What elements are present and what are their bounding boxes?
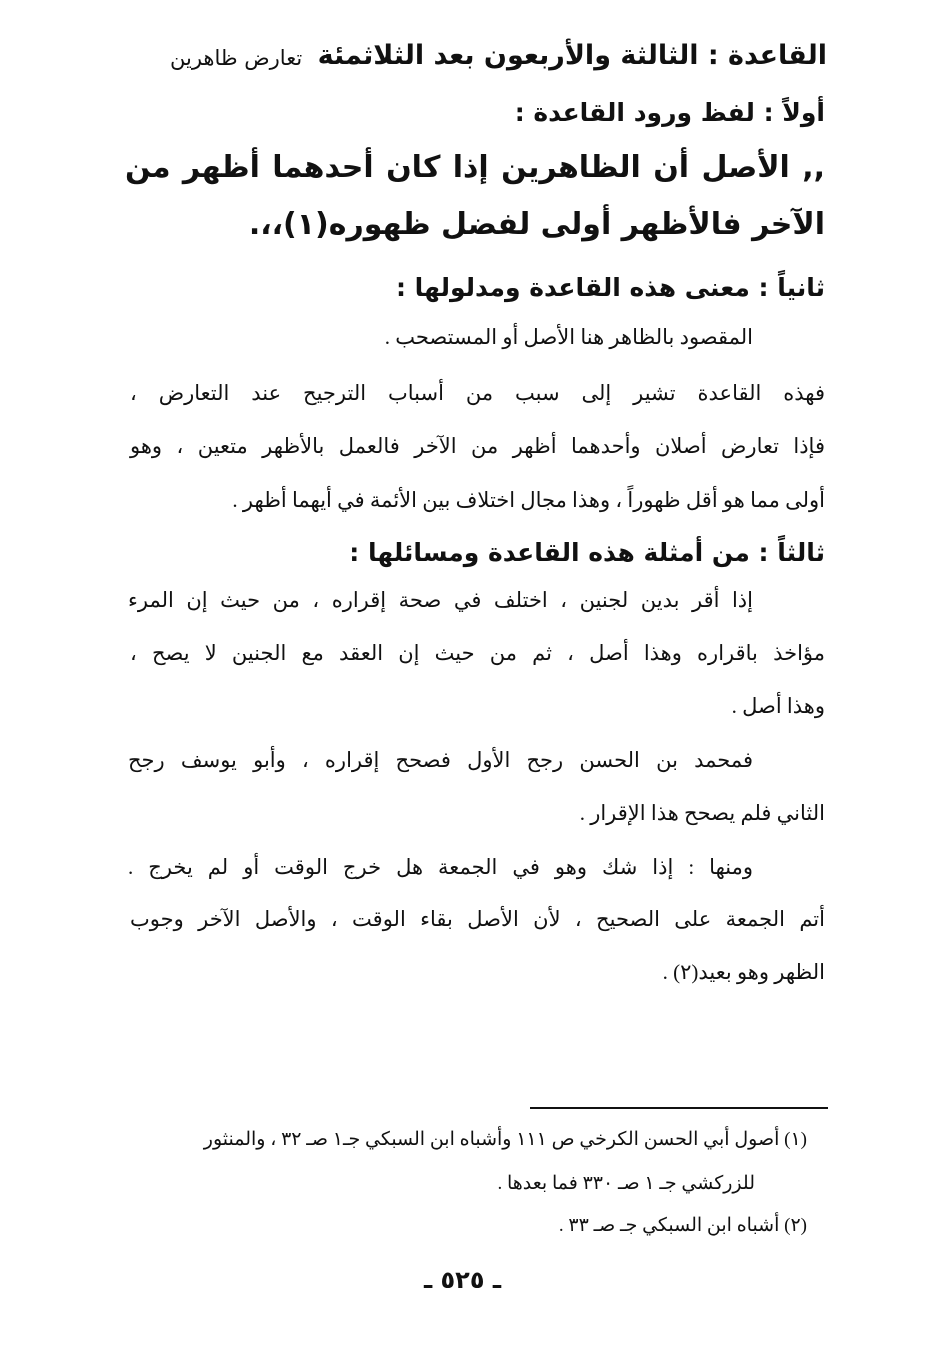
section-heading-1: أولاً : لفظ ورود القاعدة : (514, 98, 825, 127)
paragraph-line: أولى مما هو أقل ظهوراً ، وهذا مجال اختلاف بين الأئمة في أيهما أظهر . (232, 488, 825, 512)
section-heading-2: ثانياً : معنى هذه القاعدة ومدلولها : (395, 273, 825, 302)
rule-title: القاعدة : الثالثة والأربعون بعد الثلاثمئة (317, 40, 827, 71)
paragraph-line: المقصود بالظاهر هنا الأصل أو المستصحب . (384, 325, 753, 349)
footnote-separator (530, 1107, 828, 1109)
paragraph-line: ومنها : إذا شك وهو في الجمعة هل خرج الوقت أو لم يخرج . (128, 855, 753, 879)
paragraph-line: إذا أقر بدين لجنين ، اختلف في صحة إقراره ، من حيث إن المرء (128, 588, 753, 612)
topic-label: تعارض ظاهرين (170, 46, 303, 70)
paragraph-line: فهذه القاعدة تشير إلى سبب من أسباب الترجيح عند التعارض ، (130, 381, 825, 405)
paragraph-line: أتم الجمعة على الصحيح ، لأن الأصل بقاء الوقت ، والأصل الآخر وجوب (130, 907, 825, 931)
paragraph-line: الثاني فلم يصحح هذا الإقرار . (579, 801, 825, 825)
paragraph-line: الظهر وهو بعيد(٢) . (662, 960, 825, 984)
rule-text-line-1: ,, الأصل أن الظاهرين إذا كان أحدهما أظهر من (125, 150, 825, 185)
paragraph-line: فإذا تعارض أصلان وأحدهما أظهر من الآخر فالعمل بالأظهر متعين ، وهو (130, 434, 825, 458)
rule-text-line-2: الآخر فالأظهر أولى لفضل ظهوره(١)،،. (248, 207, 825, 242)
paragraph-line: فمحمد بن الحسن رجح الأول فصحح إقراره ، وأبو يوسف رجح (128, 748, 753, 772)
page-number: ـ ٥٢٥ ـ (423, 1266, 502, 1294)
footnote-1: (١) أصول أبي الحسن الكرخي ص ١١١ وأشباه ابن السبكي جـ١ صـ ٣٢ ، والمنثور (203, 1129, 807, 1150)
paragraph-line: وهذا أصل . (731, 694, 825, 718)
paragraph-line: مؤاخذ باقراره وهذا أصل ، ثم من حيث إن العقد مع الجنين لا يصح ، (130, 641, 825, 665)
footnote-2: (٢) أشباه ابن السبكي جـ صـ ٣٣ . (558, 1215, 807, 1236)
section-heading-3: ثالثاً : من أمثلة هذه القاعدة ومسائلها : (349, 538, 825, 567)
footnote-1-continued: للزركشي جـ ١ صـ ٣٣٠ فما بعدها . (497, 1173, 755, 1194)
